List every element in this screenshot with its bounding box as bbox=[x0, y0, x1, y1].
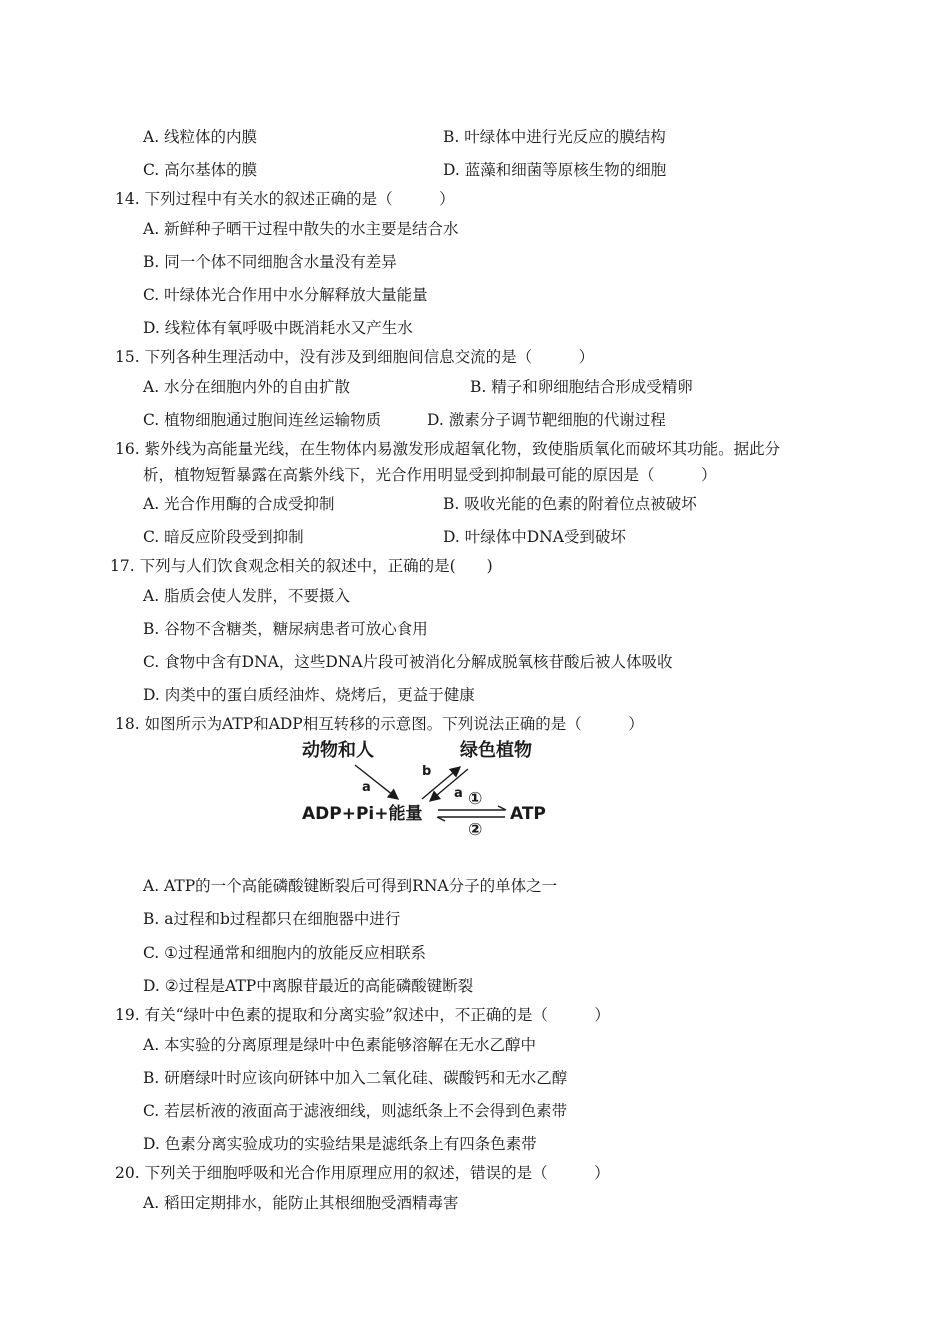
q14-option-a: A. 新鲜种子晒干过程中散失的水主要是结合水 bbox=[143, 220, 459, 238]
q18-option-b: B. a过程和b过程都只在细胞器中进行 bbox=[143, 910, 401, 928]
diagram-adp-side: ADP+Pi+能量 bbox=[302, 804, 423, 824]
diagram-arrow-b-label: b bbox=[422, 764, 432, 779]
q13-option-d: D. 蓝藻和细菌等原核生物的细胞 bbox=[443, 161, 667, 179]
q17-option-a: A. 脂质会使人发胖，不要摄入 bbox=[143, 587, 351, 605]
q17-option-d: D. 肉类中的蛋白质经油炸、烧烤后，更益于健康 bbox=[143, 686, 475, 704]
q17-option-b: B. 谷物不含糖类，糖尿病患者可放心食用 bbox=[143, 620, 428, 638]
q19-stem: 19. 有关“绿叶中色素的提取和分离实验”叙述中，不正确的是（ ） bbox=[115, 1006, 610, 1024]
diagram-process-1: ① bbox=[468, 789, 483, 809]
diagram-atp-side: ATP bbox=[510, 804, 546, 824]
q16-option-c: C. 暗反应阶段受到抑制 bbox=[143, 528, 304, 546]
q17-stem: 17. 下列与人们饮食观念相关的叙述中，正确的是( ) bbox=[110, 557, 493, 575]
diagram-plant-label: 绿色植物 bbox=[460, 740, 532, 761]
q18-option-a: A. ATP的一个高能磷酸键断裂后可得到RNA分子的单体之一 bbox=[143, 877, 558, 895]
diagram-process-2: ② bbox=[468, 820, 483, 837]
q14-option-d: D. 线粒体有氧呼吸中既消耗水又产生水 bbox=[143, 319, 413, 337]
q16-stem-line1: 16. 紫外线为高能量光线，在生物体内易激发形成超氧化物，致使脂质氧化而破坏其功能。据此分 bbox=[115, 440, 781, 458]
q16-option-d: D. 叶绿体中DNA受到破坏 bbox=[443, 528, 626, 546]
q13-option-b: B. 叶绿体中进行光反应的膜结构 bbox=[443, 128, 666, 146]
q15-stem: 15. 下列各种生理活动中，没有涉及到细胞间信息交流的是（ ） bbox=[115, 348, 595, 366]
diagram-arrow-a-right-label: a bbox=[454, 786, 463, 801]
q19-option-c: C. 若层析液的液面高于滤液细线，则滤纸条上不会得到色素带 bbox=[143, 1102, 568, 1120]
q13-option-c: C. 高尔基体的膜 bbox=[143, 161, 258, 179]
q15-option-b: B. 精子和卵细胞结合形成受精卵 bbox=[470, 378, 693, 396]
atp-adp-conversion-diagram bbox=[300, 737, 560, 837]
q16-option-b: B. 吸收光能的色素的附着位点被破坏 bbox=[443, 495, 697, 513]
q15-option-d: D. 激素分子调节靶细胞的代谢过程 bbox=[427, 411, 666, 429]
q13-option-a: A. 线粒体的内膜 bbox=[143, 128, 258, 146]
q14-stem: 14. 下列过程中有关水的叙述正确的是（ ） bbox=[115, 190, 455, 208]
q17-option-c: C. 食物中含有DNA，这些DNA片段可被消化分解成脱氧核苷酸后被人体吸收 bbox=[143, 653, 673, 671]
q14-option-b: B. 同一个体不同细胞含水量没有差异 bbox=[143, 253, 397, 271]
q18-option-d: D. ②过程是ATP中离腺苷最近的高能磷酸键断裂 bbox=[143, 977, 474, 995]
q14-option-c: C. 叶绿体光合作用中水分解释放大量能量 bbox=[143, 286, 428, 304]
q15-option-c: C. 植物细胞通过胞间连丝运输物质 bbox=[143, 411, 382, 429]
q20-stem: 20. 下列关于细胞呼吸和光合作用原理应用的叙述，错误的是（ ） bbox=[115, 1164, 610, 1182]
q19-option-a: A. 本实验的分离原理是绿叶中色素能够溶解在无水乙醇中 bbox=[143, 1036, 537, 1054]
diagram-animal-label: 动物和人 bbox=[302, 740, 374, 761]
q16-option-a: A. 光合作用酶的合成受抑制 bbox=[143, 495, 335, 513]
q19-option-b: B. 研磨绿叶时应该向研钵中加入二氧化硅、碳酸钙和无水乙醇 bbox=[143, 1069, 568, 1087]
q18-stem: 18. 如图所示为ATP和ADP相互转移的示意图。下列说法正确的是（ ） bbox=[115, 715, 644, 733]
q16-stem-line2: 析，植物短暂暴露在高紫外线下，光合作用明显受到抑制最可能的原因是（ ） bbox=[143, 466, 717, 484]
q20-option-a: A. 稻田定期排水，能防止其根细胞受酒精毒害 bbox=[143, 1194, 459, 1212]
q18-option-c: C. ①过程通常和细胞内的放能反应相联系 bbox=[143, 944, 427, 962]
diagram-arrow-a-left-label: a bbox=[362, 780, 371, 795]
q15-option-a: A. 水分在细胞内外的自由扩散 bbox=[143, 378, 351, 396]
q19-option-d: D. 色素分离实验成功的实验结果是滤纸条上有四条色素带 bbox=[143, 1135, 537, 1153]
